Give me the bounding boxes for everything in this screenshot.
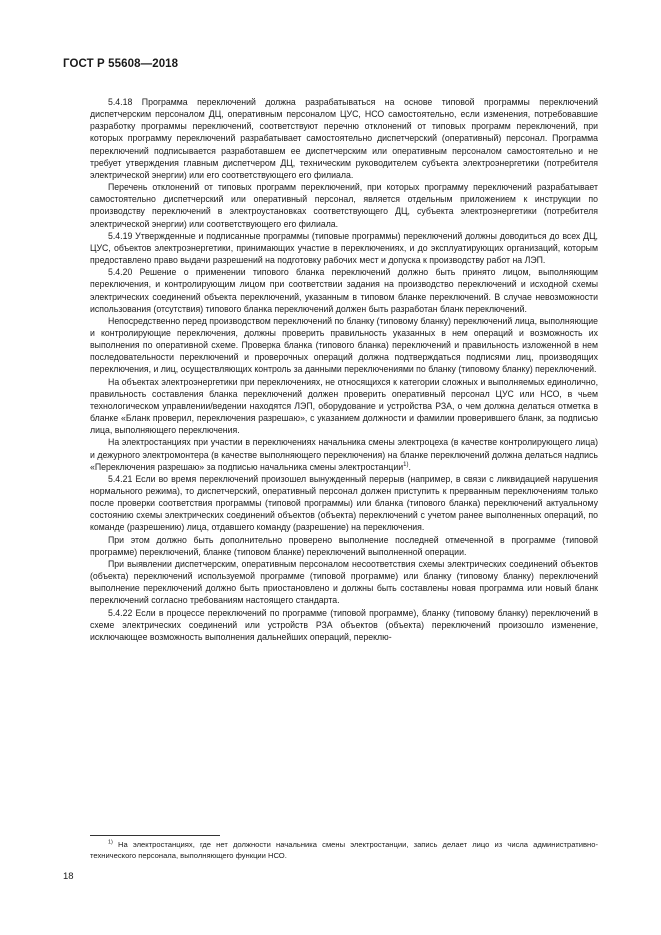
- paragraph-5-4-22: 5.4.22 Если в процессе переключений по программе (типовой программе), бланку (типовому бланку) переключений в схеме электрических соединений или устройств РЗА объектов (объекта) переключений произошло изменение, исключающее возможность выполнения дальнейших операций, переклю-: [90, 607, 598, 642]
- paragraph-power-plants: [90, 436, 598, 472]
- footnote-marker: 1): [108, 839, 113, 846]
- paragraph-last-operation-check: При этом должно быть дополнительно проверено выполнение последней отмеченной в программе (типовой программе) переключений, бланке (типовом бланке) переключений выполненной операции.: [90, 534, 598, 557]
- footnote-divider: [90, 835, 220, 836]
- paragraph-power-plants-text: На электростанциях при участии в переключениях начальника смены электроцеха (в качестве контролирующего лица) и дежурного электромонтера (в качестве выполняющего переключения) на бланке переключений должна делаться надпись «Переключения разрешаю» за подписью начальника смены электростанции: [90, 437, 598, 472]
- paragraph-5-4-21: 5.4.21 Если во время переключений произошел вынужденный перерыв (например, в связи с ликвидацией нарушения нормального режима), то диспетчерский, оперативный персонал должен приступить к прерванным переключениям только после проверки соответствия программы (типовой программы) или бланка (типового бланка) переключений актуальному состоянию схемы электрических соединений объектов (объекта) переключений с учетом ранее выполненных операций, по команде (разрешению) лица, отдавшего команду (разрешение) на переключения.: [90, 473, 598, 533]
- footnote-text: На электростанциях, где нет должности начальника смены электростанции, запись делает лицо из числа административно-технического персонала, выполняющего функции НСО.: [90, 840, 598, 860]
- paragraph-form-check: Непосредственно перед производством переключений по бланку (типовому бланку) переключений лица, выполняющие и контролирующие переключения, должны проверить правильность указанных в нем операций и возможность их выполнения по оперативной схеме. Проверка бланка (типового бланка) переключений и правильность изложенной в нем последовательности переключений и проверочных операций должна подтверждаться подписями лиц, производящих переключения, и лиц, осуществляющих контроль за данными переключениями по бланку (типовому бланку) переключений.: [90, 315, 598, 375]
- paragraph-single-switching: На объектах электроэнергетики при переключениях, не относящихся к категории сложных и выполняемых единолично, правильность составления бланка переключений должен проверить оперативный персонал ЦУС или НСО, в чьем технологическом управлении/ведении находятся ЛЭП, оборудование и устройства РЗА, о чем должна делаться отметка в бланке «Бланк проверил, переключения разрешаю», с указанием должности и фамилии проверившего бланк, за подписью лица, выполняющего переключения.: [90, 376, 598, 436]
- paragraph-power-plants-end: .: [408, 461, 411, 472]
- paragraph-mismatch: При выявлении диспетчерским, оперативным персоналом несоответствия схемы электрических соединений объектов (объекта) переключений используемой программе (типовой программе) или бланку (типовому бланку) переключений выполнение переключений должно быть приостановлено и должны быть составлены новая программа или новый бланк переключений согласно требованиям настоящего стандарта.: [90, 558, 598, 606]
- footnote-reference: 1): [403, 461, 409, 468]
- paragraph-deviation-list: Перечень отклонений от типовых программ переключений, при которых программу переключений разрабатывает самостоятельно диспетчерский или оперативный персонал, является отдельным приложением к инструкции по производству переключений в электроустановках соответствующего ДЦ, субъекта электроэнергетики (потребителя электрической энергии) или соответствующего его филиала.: [90, 182, 598, 229]
- paragraph-5-4-19: 5.4.19 Утвержденные и подписанные программы (типовые программы) переключений должны доводиться до всех ДЦ, ЦУС, объектов электроэнергетики, принимающих участие в переключениях, и до эксплуатирующих организаций, которым предоставлено право выдачи разрешений на подготовку рабочих мест и допуска к производству работ на ЛЭП.: [90, 230, 598, 266]
- page-number: 18: [63, 871, 74, 882]
- main-text: [90, 96, 598, 643]
- paragraph-5-4-20: 5.4.20 Решение о применении типового бланка переключений должно быть принято лицом, выполняющим переключения, и контролирующим лицом при соответствии задания на производство переключений и исходной схемы электрических соединений объекта переключений, указанным в типовом бланке переключений. В случае невозможности использования (отсутствия) типового бланка переключений должен быть разработан бланк переключений.: [90, 267, 598, 314]
- standard-code-header: ГОСТ Р 55608—2018: [63, 58, 179, 70]
- footnote: [90, 839, 598, 861]
- paragraph-5-4-18: 5.4.18 Программа переключений должна разрабатываться на основе типовой программы переключений диспетчерским персоналом ДЦ, оперативным персоналом ЦУС, НСО самостоятельно, если изменения, потребовавшие разработку программы переключений, соответствуют перечню отклонений от типовых программ переключений, при которых программу переключений разрабатывает самостоятельно диспетчерский (оперативный) персонал. Программа переключений подписывается разработавшем ее диспетчерским или оперативным персоналом самостоятельно и не требует утверждения главным диспетчером ДЦ, техническим руководителем субъекта электроэнергетики (потребителя электрической энергии) или его соответствующего его филиала.: [90, 97, 598, 180]
